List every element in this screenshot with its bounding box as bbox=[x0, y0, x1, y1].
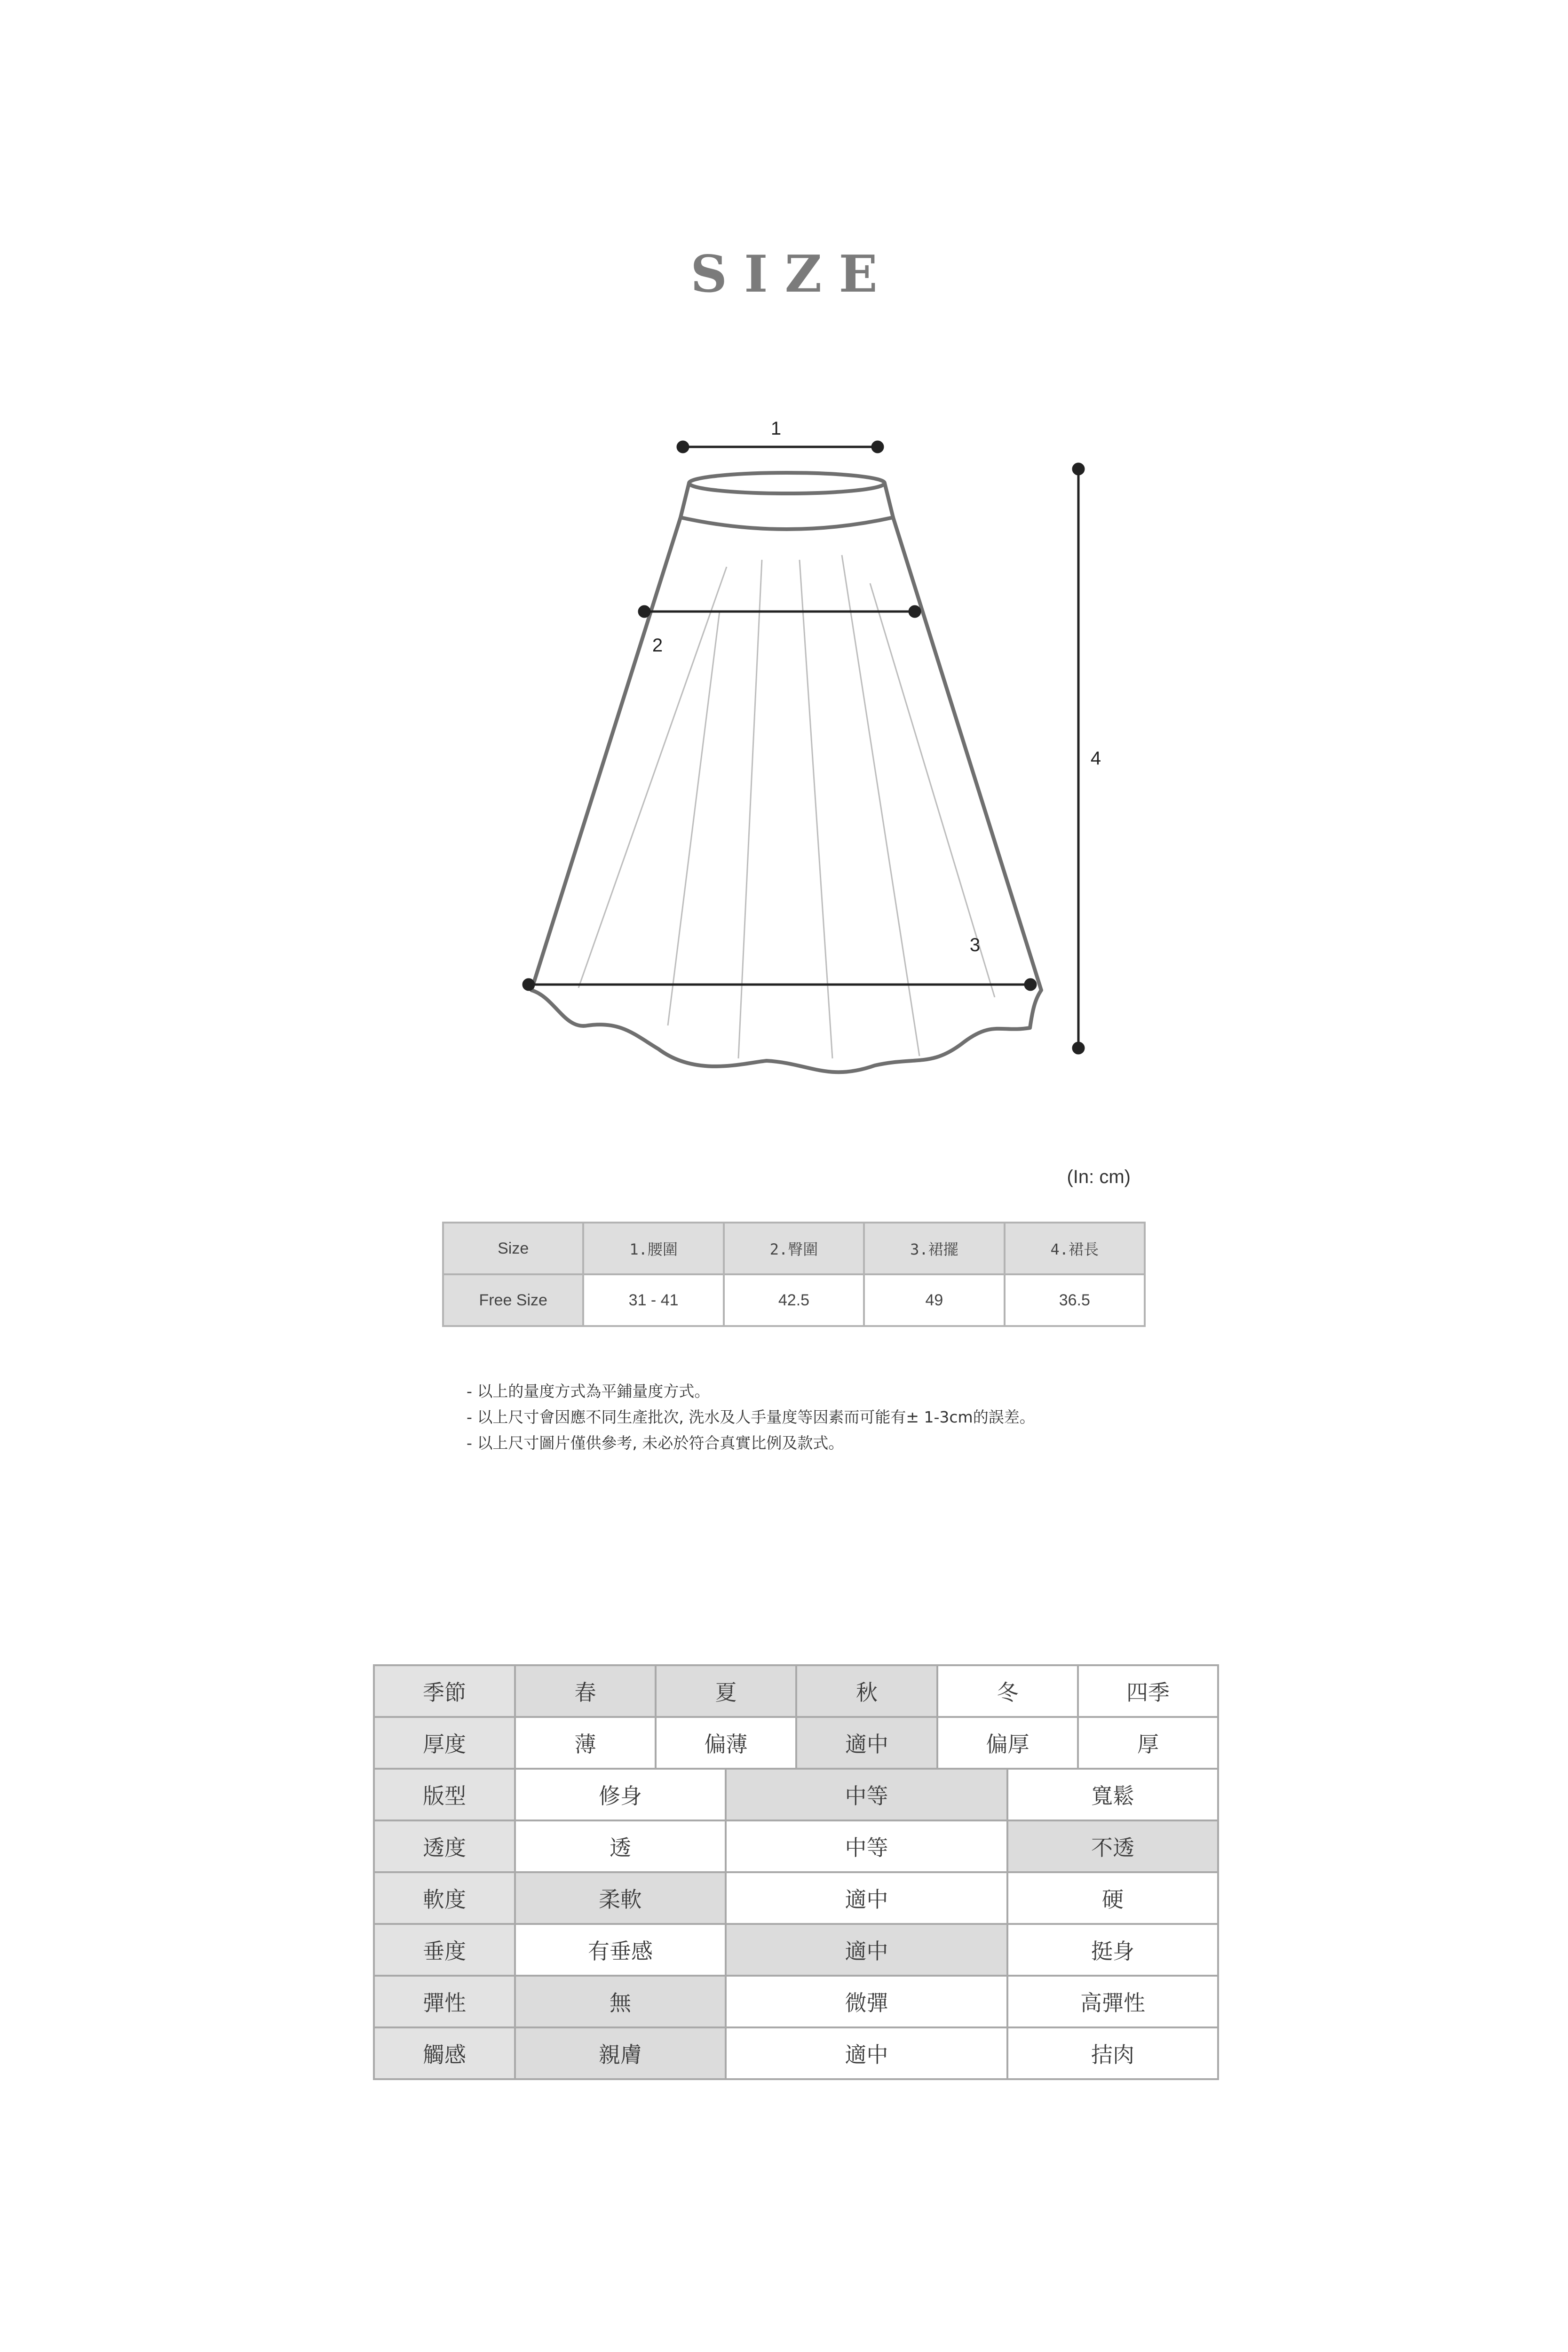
fabric-row-fit bbox=[374, 1769, 1218, 1820]
notes-list bbox=[467, 1378, 1035, 1456]
option-cell: 無 bbox=[515, 1976, 726, 2027]
option-cell: 秋 bbox=[796, 1665, 937, 1717]
table-header-cell: 2.臀圍 bbox=[724, 1223, 864, 1274]
table-cell: 36.5 bbox=[1005, 1274, 1145, 1326]
option-cell: 適中 bbox=[726, 1924, 1007, 1976]
option-cell: 適中 bbox=[726, 2027, 1007, 2079]
page-title: SIZE bbox=[690, 245, 895, 304]
fabric-info-table bbox=[373, 1664, 1219, 2080]
fabric-row-elasticity bbox=[374, 1976, 1218, 2027]
row-label: 季節 bbox=[374, 1665, 515, 1717]
row-label: 版型 bbox=[374, 1769, 515, 1820]
fabric-row-thickness bbox=[374, 1717, 1218, 1769]
fabric-row-softness bbox=[374, 1872, 1218, 1924]
option-cell: 冬 bbox=[937, 1665, 1078, 1717]
table-header-row bbox=[443, 1223, 1145, 1274]
pleat-lines bbox=[578, 555, 995, 1058]
option-cell: 春 bbox=[515, 1665, 656, 1717]
table-cell: 31 - 41 bbox=[583, 1274, 723, 1326]
length-label: 4 bbox=[1090, 748, 1101, 769]
option-cell: 不透 bbox=[1007, 1820, 1218, 1872]
fabric-row-touch bbox=[374, 2027, 1218, 2079]
unit-note: (In: cm) bbox=[1067, 1167, 1131, 1187]
option-cell: 四季 bbox=[1078, 1665, 1218, 1717]
table-row bbox=[443, 1274, 1145, 1326]
table-header-cell: Size bbox=[443, 1223, 583, 1274]
fabric-row-drape bbox=[374, 1924, 1218, 1976]
size-table bbox=[442, 1222, 1146, 1327]
note-item: - 以上的量度方式為平鋪量度方式。 bbox=[467, 1382, 710, 1400]
option-cell: 有垂感 bbox=[515, 1924, 726, 1976]
option-cell: 柔軟 bbox=[515, 1872, 726, 1924]
row-label: 厚度 bbox=[374, 1717, 515, 1769]
row-label: 軟度 bbox=[374, 1872, 515, 1924]
skirt-illustration bbox=[531, 473, 1041, 1072]
option-cell: 高彈性 bbox=[1007, 1976, 1218, 2027]
fabric-row-transparency bbox=[374, 1820, 1218, 1872]
option-cell: 中等 bbox=[726, 1820, 1007, 1872]
option-cell: 薄 bbox=[515, 1717, 656, 1769]
table-cell: 49 bbox=[864, 1274, 1004, 1326]
option-cell: 適中 bbox=[796, 1717, 937, 1769]
table-cell: Free Size bbox=[443, 1274, 583, 1326]
table-header-cell: 4.裙長 bbox=[1005, 1223, 1145, 1274]
table-header-cell: 1.腰圍 bbox=[583, 1223, 723, 1274]
fabric-row-season bbox=[374, 1665, 1218, 1717]
table-header-cell: 3.裙擺 bbox=[864, 1223, 1004, 1274]
option-cell: 偏厚 bbox=[937, 1717, 1078, 1769]
option-cell: 偏薄 bbox=[656, 1717, 796, 1769]
note-item: - 以上尺寸會因應不同生產批次, 洗水及人手量度等因素而可能有± 1-3cm的誤差。 bbox=[467, 1408, 1035, 1426]
row-label: 垂度 bbox=[374, 1924, 515, 1976]
option-cell: 中等 bbox=[726, 1769, 1007, 1820]
option-cell: 硬 bbox=[1007, 1872, 1218, 1924]
row-label: 觸感 bbox=[374, 2027, 515, 2079]
option-cell: 微彈 bbox=[726, 1976, 1007, 2027]
note-item: - 以上尺寸圖片僅供參考, 未必於符合真實比例及款式。 bbox=[467, 1434, 844, 1452]
option-cell: 厚 bbox=[1078, 1717, 1218, 1769]
option-cell: 透 bbox=[515, 1820, 726, 1872]
row-label: 透度 bbox=[374, 1820, 515, 1872]
option-cell: 親膚 bbox=[515, 2027, 726, 2079]
waist-label: 1 bbox=[770, 418, 782, 439]
row-label: 彈性 bbox=[374, 1976, 515, 2027]
option-cell: 修身 bbox=[515, 1769, 726, 1820]
option-cell: 適中 bbox=[726, 1872, 1007, 1924]
option-cell: 拮肉 bbox=[1007, 2027, 1218, 2079]
table-cell: 42.5 bbox=[724, 1274, 864, 1326]
hem-label: 3 bbox=[969, 935, 981, 955]
option-cell: 寬鬆 bbox=[1007, 1769, 1218, 1820]
option-cell: 夏 bbox=[656, 1665, 796, 1717]
option-cell: 挺身 bbox=[1007, 1924, 1218, 1976]
skirt-diagram bbox=[0, 0, 1568, 1129]
hip-label: 2 bbox=[652, 635, 663, 656]
